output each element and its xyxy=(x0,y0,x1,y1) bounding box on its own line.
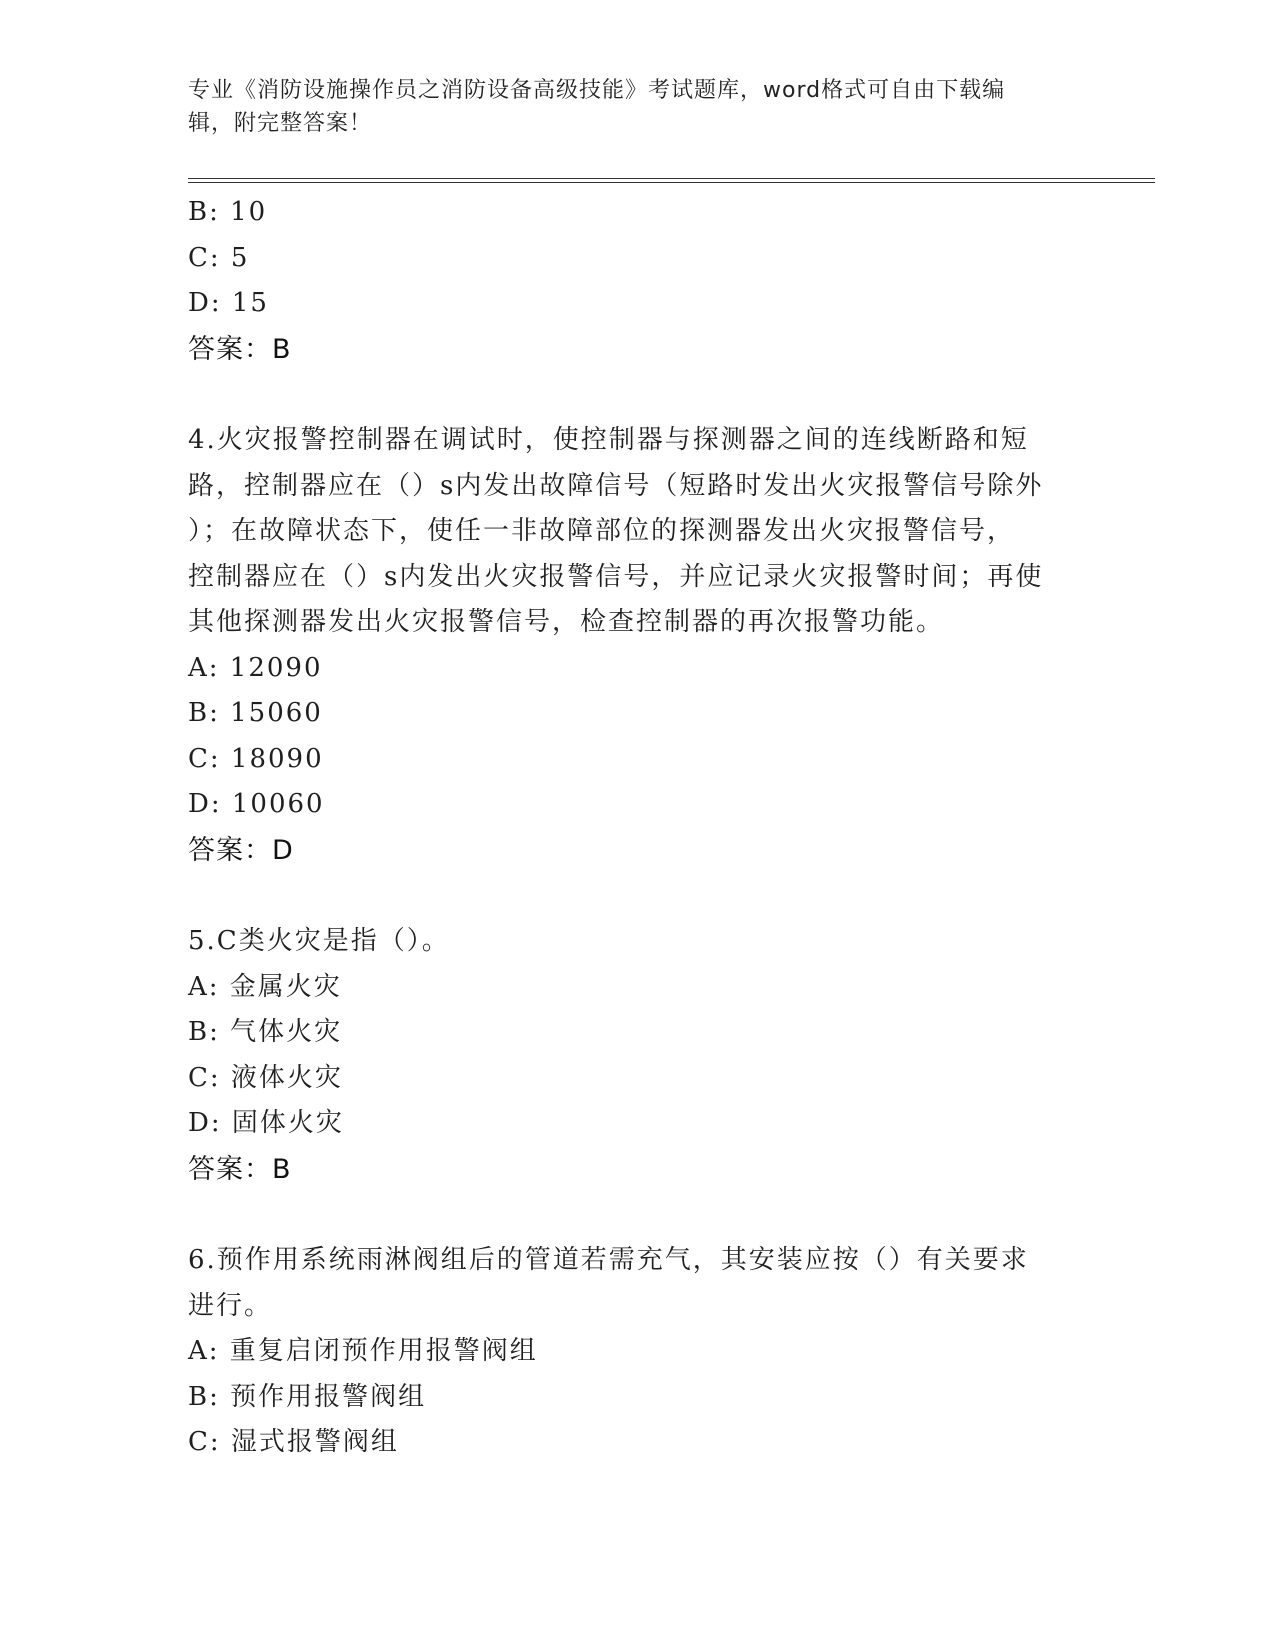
document-body xyxy=(188,190,1088,1466)
document-header xyxy=(188,74,1088,140)
question-line: 控制器应在（）s内发出火灾报警信号，并应记录火灾报警时间；再使 xyxy=(188,561,1044,592)
option-c: C: 5 xyxy=(188,242,250,273)
question-line: 其他探测器发出火灾报警信号，检查控制器的再次报警功能。 xyxy=(188,607,945,637)
option-b: B: 气体火灾 xyxy=(188,1017,343,1047)
header-line-1: 专业《消防设施操作员之消防设备高级技能》考试题库，word格式可自由下载编 xyxy=(188,78,1006,103)
answer-line: 答案：B xyxy=(188,333,292,365)
option-b: B: 10 xyxy=(188,197,268,227)
header-line-2: 辑，附完整答案！ xyxy=(188,111,373,136)
question-line: 进行。 xyxy=(188,1290,273,1321)
spacer xyxy=(188,372,1088,418)
answer-line: 答案：B xyxy=(188,1153,292,1185)
option-d: D: 固体火灾 xyxy=(188,1108,344,1138)
option-a: A: 重复启闭预作用报警阀组 xyxy=(188,1336,538,1366)
header-divider-bottom xyxy=(188,182,1155,183)
header-divider-top xyxy=(188,178,1155,179)
question-5-block xyxy=(188,919,1088,1192)
option-b: B: 预作用报警阀组 xyxy=(188,1381,427,1412)
question-6-block xyxy=(188,1238,1088,1466)
question-line: 4.火灾报警控制器在调试时，使控制器与探测器之间的连线断路和短 xyxy=(188,425,1029,455)
spacer xyxy=(188,873,1088,919)
spacer xyxy=(188,1192,1088,1238)
question-line: ）；在故障状态下，使任一非故障部位的探测器发出火灾报警信号， xyxy=(188,516,1016,546)
option-b: B: 15060 xyxy=(188,698,323,728)
question-4-block xyxy=(188,418,1088,873)
option-d: D: 10060 xyxy=(188,789,325,819)
question-text xyxy=(188,919,1088,965)
option-a: A: 金属火灾 xyxy=(188,971,342,1002)
answer-line: 答案：D xyxy=(188,834,294,866)
question-line: 路，控制器应在（）s内发出故障信号（短路时发出火灾报警信号除外 xyxy=(188,470,1044,501)
question-line: 6.预作用系统雨淋阀组后的管道若需充气，其安装应按（）有关要求 xyxy=(188,1245,1029,1275)
question-3-block xyxy=(188,190,1088,372)
question-text xyxy=(188,1238,1088,1329)
option-a: A: 12090 xyxy=(188,652,323,683)
question-line: 5.C类火灾是指（）。 xyxy=(188,926,450,956)
option-d: D: 15 xyxy=(188,288,269,318)
question-text xyxy=(188,418,1088,646)
option-c: C: 液体火灾 xyxy=(188,1062,343,1093)
option-c: C: 湿式报警阀组 xyxy=(188,1427,399,1457)
option-c: C: 18090 xyxy=(188,743,324,774)
